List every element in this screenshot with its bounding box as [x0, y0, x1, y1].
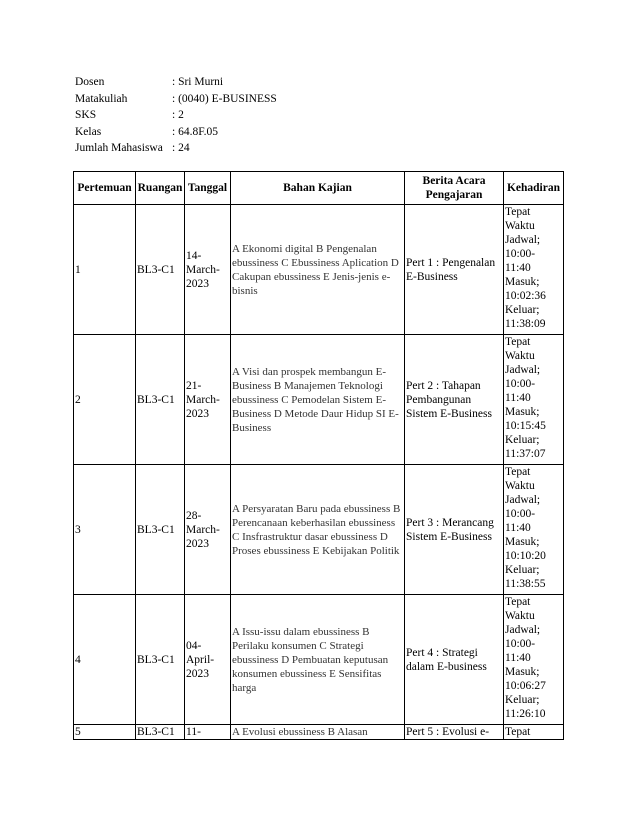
info-value-kelas: : 64.8F.05: [172, 125, 219, 138]
course-info: [75, 74, 277, 157]
info-label-kelas: Kelas: [75, 125, 102, 138]
info-label-matakuliah: Matakuliah: [75, 92, 128, 105]
header-pertemuan: Pertemuan: [74, 172, 136, 205]
info-value-dosen: : Sri Murni: [172, 76, 224, 88]
cell-berita-acara: Pert 2 : Tahapan Pembangunan Sistem E-Business: [405, 335, 504, 465]
cell-berita-acara: Pert 5 : Evolusi e-: [405, 725, 504, 740]
cell-pertemuan: 3: [74, 465, 136, 595]
cell-tanggal: 11-: [185, 725, 231, 740]
cell-tanggal: 04- April- 2023: [185, 595, 231, 725]
cell-kehadiran: Tepat Waktu Jadwal; 10:00- 11:40 Masuk; 10:06:27 Keluar; 11:26:10: [504, 595, 564, 725]
cell-bahan-kajian: A Persyaratan Baru pada ebussiness B Perencanaan keberhasilan ebussiness C Insfrastruktur dasar ebussiness D Proses ebussiness E Kebijakan Politik: [231, 465, 405, 595]
cell-pertemuan: 5: [74, 725, 136, 740]
table-row: [74, 205, 564, 335]
cell-berita-acara: Pert 1 : Pengenalan E-Business: [405, 205, 504, 335]
cell-pertemuan: 4: [74, 595, 136, 725]
cell-kehadiran: Tepat Waktu Jadwal; 10:00- 11:40 Masuk; 10:15:45 Keluar; 11:37:07: [504, 335, 564, 465]
info-label-sks: SKS: [75, 109, 97, 122]
info-row-kelas: [75, 124, 277, 141]
header-kehadiran: Kehadiran: [504, 172, 564, 205]
info-value-jumlah-mahasiswa: : 24: [172, 142, 190, 155]
cell-bahan-kajian: A Issu-issu dalam ebussiness B Perilaku konsumen C Strategi ebussiness D Pembuatan keputusan konsumen ebussiness E Sensifitas harga: [231, 595, 405, 725]
cell-tanggal: 28- March- 2023: [185, 465, 231, 595]
info-row-jumlah-mahasiswa: [75, 140, 277, 157]
header-ruangan: Ruangan: [136, 172, 185, 205]
cell-bahan-kajian: A Evolusi ebussiness B Alasan: [231, 725, 405, 740]
table-row: [74, 725, 564, 740]
attendance-table: [73, 171, 564, 740]
table-header-row: [74, 172, 564, 205]
cell-ruangan: BL3-C1: [136, 205, 185, 335]
header-tanggal: Tanggal: [185, 172, 231, 205]
cell-kehadiran: Tepat: [504, 725, 564, 740]
cell-kehadiran: Tepat Waktu Jadwal; 10:00- 11:40 Masuk; 10:10:20 Keluar; 11:38:55: [504, 465, 564, 595]
header-bahan-kajian: Bahan Kajian: [231, 172, 405, 205]
info-value-sks: : 2: [172, 109, 184, 122]
table-row: [74, 335, 564, 465]
cell-ruangan: BL3-C1: [136, 595, 185, 725]
cell-bahan-kajian: A Visi dan prospek membangun E- Business B Manajemen Teknologi ebussiness C Pemodelan Sistem E- Business D Metode Daur Hidup SI E-Business: [231, 335, 405, 465]
table-row: [74, 465, 564, 595]
header-berita-acara: Berita Acara Pengajaran: [405, 172, 504, 205]
cell-berita-acara: Pert 3 : Merancang Sistem E-Business: [405, 465, 504, 595]
info-label-dosen: Dosen: [75, 76, 105, 88]
cell-kehadiran: Tepat Waktu Jadwal; 10:00- 11:40 Masuk; 10:02:36 Keluar; 11:38:09: [504, 205, 564, 335]
cell-ruangan: BL3-C1: [136, 725, 185, 740]
info-row-matakuliah: [75, 91, 277, 108]
cell-berita-acara: Pert 4 : Strategi dalam E-business: [405, 595, 504, 725]
cell-ruangan: BL3-C1: [136, 465, 185, 595]
cell-pertemuan: 1: [74, 205, 136, 335]
cell-tanggal: 21- March- 2023: [185, 335, 231, 465]
cell-tanggal: 14- March- 2023: [185, 205, 231, 335]
cell-bahan-kajian: A Ekonomi digital B Pengenalan ebussiness C Ebussiness Aplication D Cakupan ebussiness E Jenis-jenis e-bisnis: [231, 205, 405, 335]
info-row-dosen: [75, 74, 277, 91]
info-label-jumlah-mahasiswa: Jumlah Mahasiswa: [75, 142, 163, 155]
cell-pertemuan: 2: [74, 335, 136, 465]
info-value-matakuliah: : (0040) E-BUSINESS: [172, 92, 277, 105]
info-row-sks: [75, 107, 277, 124]
cell-ruangan: BL3-C1: [136, 335, 185, 465]
table-row: [74, 595, 564, 725]
